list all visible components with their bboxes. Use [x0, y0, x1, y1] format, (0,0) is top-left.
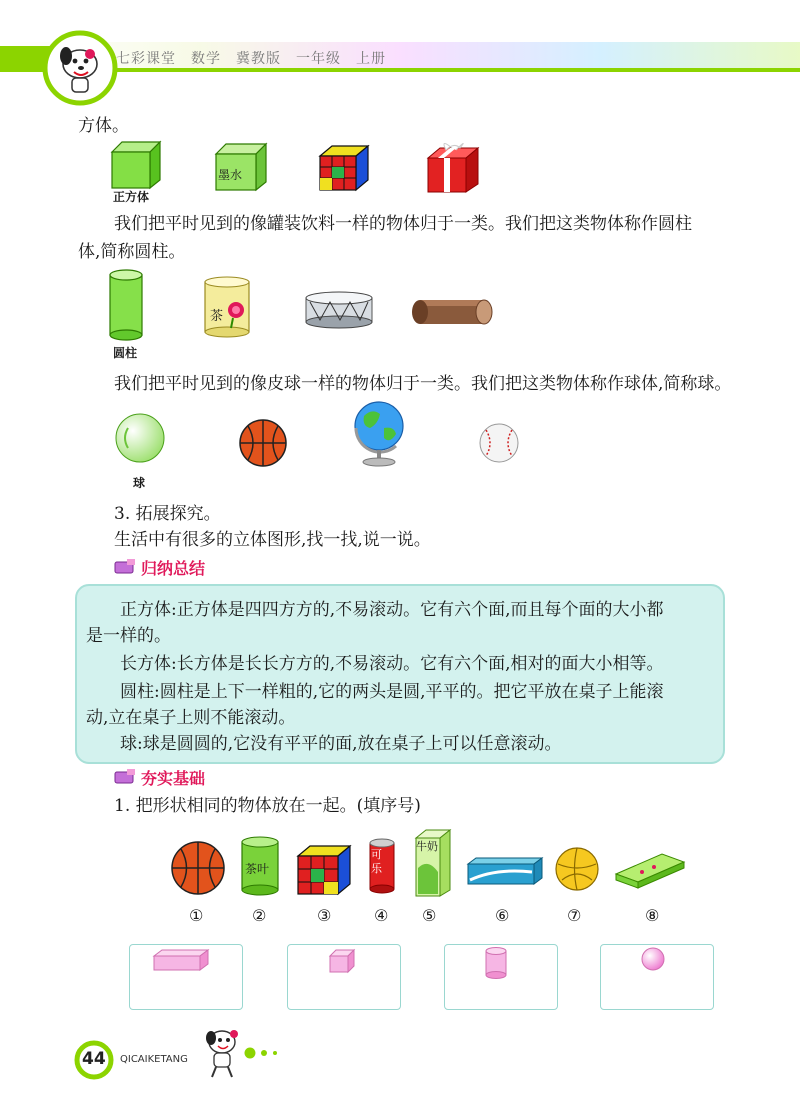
object-number-4: ④	[374, 906, 389, 925]
page-number: 44	[82, 1049, 106, 1069]
gift-box-icon	[424, 140, 482, 194]
cylinder-paragraph-line2: 体,简称圆柱。	[78, 242, 186, 262]
object-5-label: 牛奶	[416, 840, 438, 853]
cylinder-paragraph-line1: 我们把平时见到的像罐装饮料一样的物体归于一类。我们把这类物体称作圆柱	[114, 214, 692, 234]
object-number-2: ②	[252, 906, 267, 925]
ink-box-label: 墨水	[218, 168, 243, 182]
sphere-shape-icon	[640, 946, 666, 972]
object-number-7: ⑦	[567, 906, 582, 925]
cylinder-shape-icon	[484, 946, 508, 980]
summary-title: 归纳总结	[141, 559, 206, 578]
footer-brand: QICAIKETANG	[120, 1054, 188, 1065]
explore-text: 生活中有很多的立体图形,找一找,说一说。	[114, 530, 431, 550]
baseball-icon	[478, 422, 520, 464]
object-6-box-icon	[466, 856, 544, 886]
object-number-6: ⑥	[495, 906, 510, 925]
drum-icon	[304, 290, 374, 330]
cube-lead-text: 方体。	[78, 116, 129, 136]
object-number-3: ③	[317, 906, 332, 925]
summary-line-4: 圆柱:圆柱是上下一样粗的,它的两头是圆,平平的。把它平放在桌子上能滚	[120, 682, 664, 702]
header-title: 七彩课堂 数学 冀教版 一年级 上册	[116, 51, 386, 67]
summary-line-3: 长方体:长方体是长长方方的,不易滚动。它有六个面,相对的面大小相等。	[120, 654, 664, 674]
object-number-8: ⑧	[645, 906, 660, 925]
object-number-5: ⑤	[422, 906, 437, 925]
summary-line-5: 动,立在桌子上则不能滚动。	[86, 708, 296, 728]
wooden-log-icon	[410, 296, 494, 328]
cube-shape-icon	[328, 948, 356, 974]
sphere-label: 球	[133, 476, 146, 490]
globe-icon	[348, 398, 410, 468]
basketball-icon	[238, 418, 288, 468]
sphere-paragraph: 我们把平时见到的像皮球一样的物体归于一类。我们把这类物体称作球体,简称球。	[114, 374, 732, 394]
object-1-basketball-icon	[170, 840, 226, 896]
green-sphere-icon	[114, 412, 166, 464]
basics-title: 夯实基础	[141, 769, 206, 788]
summary-line-6: 球:球是圆圆的,它没有平平的面,放在桌子上可以任意滚动。	[120, 734, 562, 754]
explore-heading: 3. 拓展探究。	[114, 504, 221, 524]
footer-mascot-icon	[200, 1026, 246, 1080]
green-cylinder-icon	[108, 268, 144, 342]
object-3-rubiks-cube-icon	[296, 844, 352, 896]
cuboid-shape-icon	[152, 948, 210, 972]
cylinder-label: 圆柱	[113, 346, 138, 360]
tea-can-label: 茶	[210, 309, 224, 324]
cube-label: 正方体	[113, 190, 150, 204]
summary-title-icon	[114, 558, 136, 576]
object-8-pencil-box-icon	[614, 852, 686, 890]
rubiks-cube-icon	[318, 144, 370, 192]
footer-dots	[244, 1046, 284, 1060]
object-7-volleyball-icon	[554, 846, 600, 892]
green-cube-icon	[108, 138, 164, 190]
basics-question: 1. 把形状相同的物体放在一起。(填序号)	[114, 796, 421, 816]
summary-line-2: 是一样的。	[86, 626, 171, 646]
object-number-1: ①	[189, 906, 204, 925]
summary-line-1: 正方体:正方体是四四方方的,不易滚动。它有六个面,而且每个面的大小都	[120, 600, 664, 620]
basics-title-icon	[114, 768, 136, 786]
object-4-label: 可乐	[371, 848, 382, 875]
object-2-label: 茶叶	[245, 862, 270, 876]
mascot-dog-icon	[42, 30, 118, 106]
